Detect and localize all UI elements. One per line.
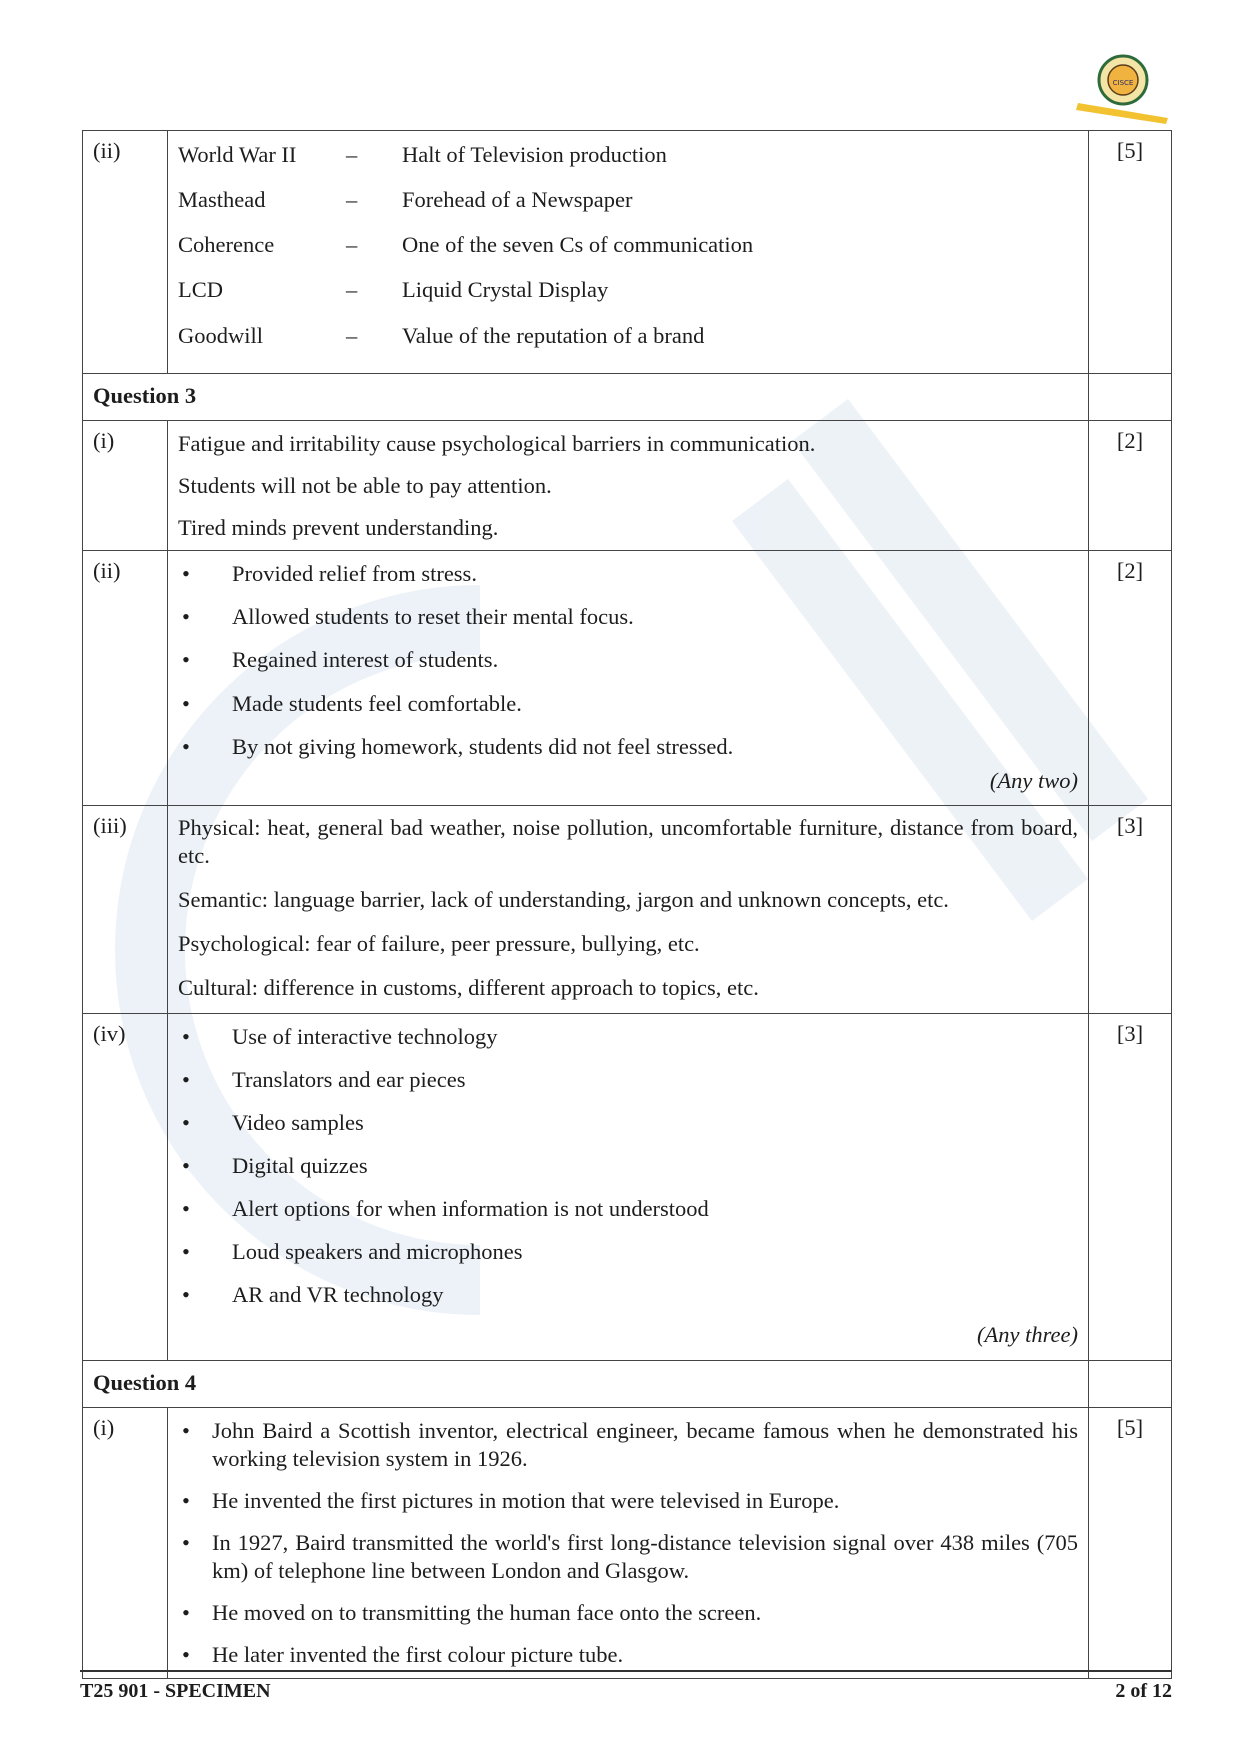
question-title: Question 3 (83, 373, 1089, 420)
question-title: Question 4 (83, 1360, 1089, 1407)
question-number: (ii) (83, 131, 168, 374)
list-item: • Digital quizzes (178, 1152, 1078, 1180)
answer-row-q2-ii (83, 131, 1172, 374)
marks-value: [3] (1089, 805, 1172, 1013)
question-number: (i) (83, 1407, 168, 1678)
question-number: (iv) (83, 1013, 168, 1360)
answer-line: Semantic: language barrier, lack of understanding, jargon and unknown concepts, etc. (178, 887, 949, 913)
answer-line: Tired minds prevent understanding. (178, 515, 499, 540)
list-item: • He invented the first pictures in motion that were televised in Europe. (178, 1487, 1078, 1515)
answer-row-q3-ii (83, 551, 1172, 806)
answer-content (168, 420, 1089, 550)
list-item: • John Baird a Scottish inventor, electrical engineer, became famous when he demonstrated his working television system in 1926. (178, 1417, 1078, 1473)
list-item: • He later invented the first colour picture tube. (178, 1641, 1078, 1669)
marks-value: [3] (1089, 1013, 1172, 1360)
match-pair: World War II – Halt of Television production (178, 142, 667, 167)
answer-row-q4-i (83, 1407, 1172, 1678)
marks-value: [5] (1089, 131, 1172, 374)
cisce-logo (1068, 48, 1178, 128)
list-item: • AR and VR technology (178, 1281, 1078, 1309)
list-item: • Made students feel comfortable. (178, 690, 1078, 718)
marks-value: [2] (1089, 420, 1172, 550)
answer-line: Cultural: difference in customs, different approach to topics, etc. (178, 975, 759, 1001)
list-item: • In 1927, Baird transmitted the world's first long-distance television signal over 438 miles (705 km) of telephone line between London and Glasgow. (178, 1529, 1078, 1585)
svg-text:CISCE: CISCE (1112, 79, 1134, 87)
paper-code: T25 901 - SPECIMEN (80, 1680, 271, 1702)
answer-content (168, 131, 1089, 374)
question-number: (iii) (83, 805, 168, 1013)
bullet-list (178, 560, 1078, 761)
list-item: • Use of interactive technology (178, 1023, 1078, 1051)
page-number: 2 of 12 (1115, 1680, 1172, 1702)
answer-content (168, 805, 1089, 1013)
list-item: • Video samples (178, 1109, 1078, 1137)
question-number: (i) (83, 420, 168, 550)
match-pair: Masthead – Forehead of a Newspaper (178, 187, 633, 213)
match-pair: LCD – Liquid Crystal Display (178, 277, 609, 303)
page-footer (80, 1670, 1172, 1703)
question-header-4 (83, 1360, 1172, 1407)
answer-line: Fatigue and irritability cause psychological barriers in communication. (178, 430, 816, 456)
marks-value: [5] (1089, 1407, 1172, 1678)
answer-row-q3-i (83, 420, 1172, 550)
any-three-note: (Any three) (977, 1322, 1078, 1348)
list-item: • By not giving homework, students did not feel stressed. (178, 733, 1078, 761)
any-two-note: (Any two) (989, 767, 1078, 793)
question-header-3 (83, 373, 1172, 420)
list-item: • Allowed students to reset their mental focus. (178, 603, 1078, 631)
match-pair: Goodwill – Value of the reputation of a brand (178, 322, 705, 348)
list-item: • Provided relief from stress. (178, 560, 1078, 588)
answer-content (168, 1013, 1089, 1360)
answer-content (168, 551, 1089, 806)
answer-row-q3-iv (83, 1013, 1172, 1360)
answer-line: Physical: heat, general bad weather, noise pollution, uncomfortable furniture, distance from board, etc. (178, 814, 1078, 868)
answer-line: Students will not be able to pay attention. (178, 472, 552, 498)
list-item: • He moved on to transmitting the human face onto the screen. (178, 1599, 1078, 1627)
answer-line: Psychological: fear of failure, peer pressure, bullying, etc. (178, 931, 700, 957)
bullet-list (178, 1023, 1078, 1310)
list-item: • Regained interest of students. (178, 646, 1078, 674)
marks-value: [2] (1089, 551, 1172, 806)
match-pair: Coherence – One of the seven Cs of communication (178, 232, 754, 258)
answer-row-q3-iii (83, 805, 1172, 1013)
answer-content (168, 1407, 1089, 1678)
bullet-list (178, 1417, 1078, 1670)
marking-scheme-table (82, 130, 1172, 1679)
list-item: • Alert options for when information is not understood (178, 1195, 1078, 1223)
list-item: • Translators and ear pieces (178, 1066, 1078, 1094)
question-number: (ii) (83, 551, 168, 806)
list-item: • Loud speakers and microphones (178, 1238, 1078, 1266)
